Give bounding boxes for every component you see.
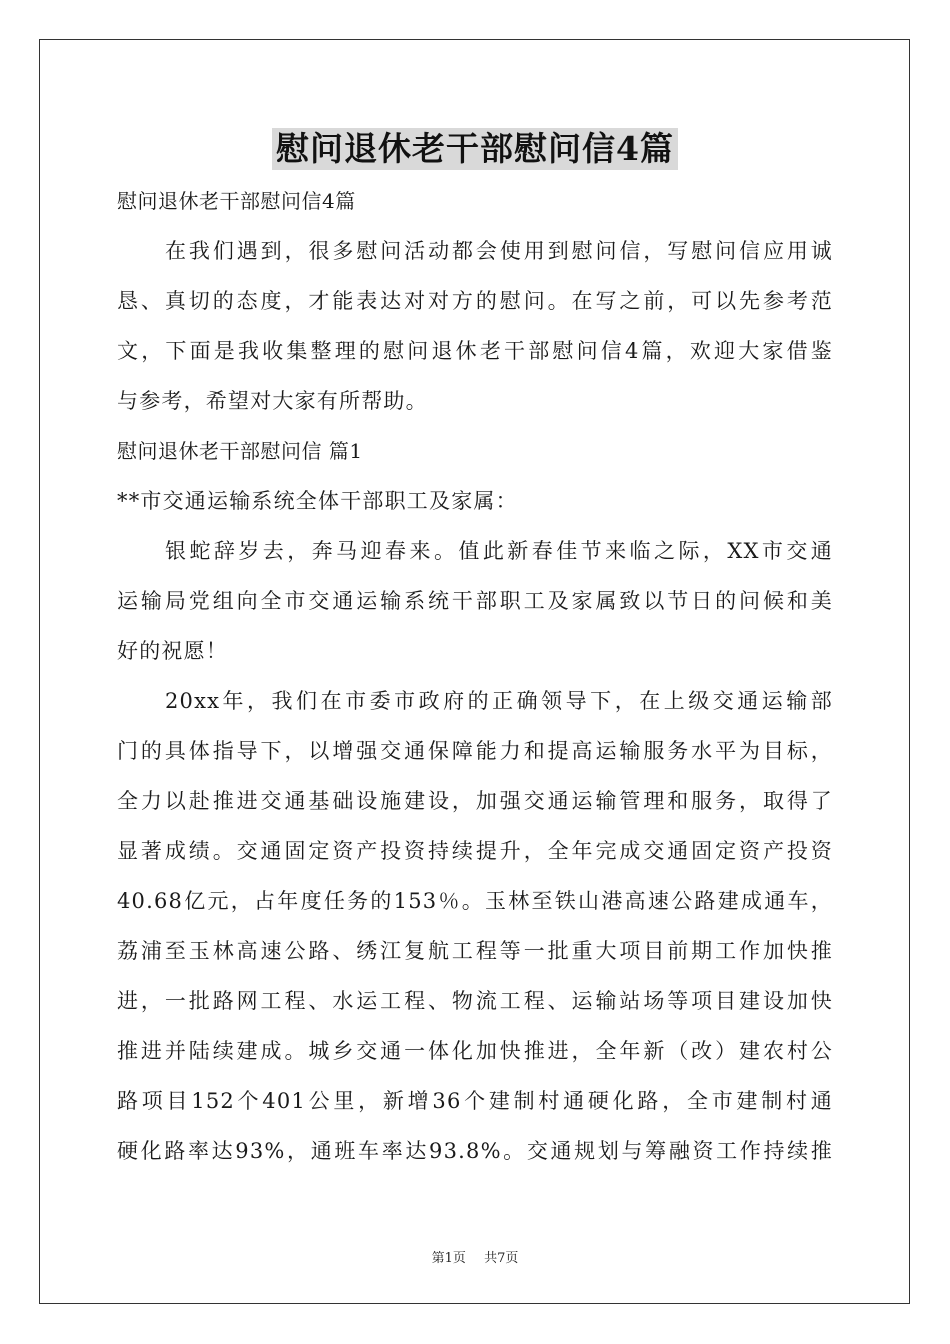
page-number-current: 第1页 — [431, 1251, 466, 1266]
body-paragraph-line: 推进并陆续建成。城乡交通一体化加快推进，全年新（改）建农村公 — [117, 1039, 833, 1063]
body-paragraph-line: 门的具体指导下，以增强交通保障能力和提高运输服务水平为目标， — [117, 739, 833, 763]
body-paragraph-line: 路项目152个401公里，新增36个建制村通硬化路，全市建制村通 — [117, 1089, 833, 1113]
body-paragraph-line: 40.68亿元，占年度任务的153％。玉林至铁山港高速公路建成通车， — [117, 889, 833, 913]
page-footer — [0, 1247, 950, 1266]
title-container — [0, 128, 950, 170]
body-paragraph-line: 荔浦至玉林高速公路、绣江复航工程等一批重大项目前期工作加快推 — [117, 939, 833, 963]
section-heading: 慰问退休老干部慰问信 篇1 — [117, 439, 363, 463]
body-paragraph-line: 进，一批路网工程、水运工程、物流工程、运输站场等项目建设加快 — [117, 989, 833, 1013]
body-paragraph-line: 硬化路率达93%，通班车率达93.8%。交通规划与筹融资工作持续推 — [117, 1139, 833, 1163]
salutation-line: **市交通运输系统全体干部职工及家属： — [117, 489, 518, 513]
page-number-total: 共7页 — [484, 1251, 519, 1266]
body-paragraph-line: 显著成绩。交通固定资产投资持续提升，全年完成交通固定资产投资 — [117, 839, 833, 863]
greeting-paragraph-line: 银蛇辞岁去，奔马迎春来。值此新春佳节来临之际，XX市交通 — [165, 539, 833, 563]
body-paragraph-line: 全力以赴推进交通基础设施建设，加强交通运输管理和服务，取得了 — [117, 789, 833, 813]
subtitle-line: 慰问退休老干部慰问信4篇 — [117, 189, 356, 213]
intro-paragraph-line: 与参考，希望对大家有所帮助。 — [117, 389, 428, 413]
intro-paragraph-line: 恳、真切的态度，才能表达对对方的慰问。在写之前，可以先参考范 — [117, 289, 833, 313]
document-body — [117, 176, 833, 1176]
body-paragraph-line: 20xx年，我们在市委市政府的正确领导下，在上级交通运输部 — [165, 689, 833, 713]
intro-paragraph-line: 文，下面是我收集整理的慰问退休老干部慰问信4篇，欢迎大家借鉴 — [117, 339, 833, 363]
greeting-paragraph-line: 运输局党组向全市交通运输系统干部职工及家属致以节日的问候和美 — [117, 589, 833, 613]
document-title: 慰问退休老干部慰问信4篇 — [272, 128, 678, 170]
greeting-paragraph-line: 好的祝愿！ — [117, 639, 228, 663]
intro-paragraph-line: 在我们遇到，很多慰问活动都会使用到慰问信，写慰问信应用诚 — [165, 239, 833, 263]
